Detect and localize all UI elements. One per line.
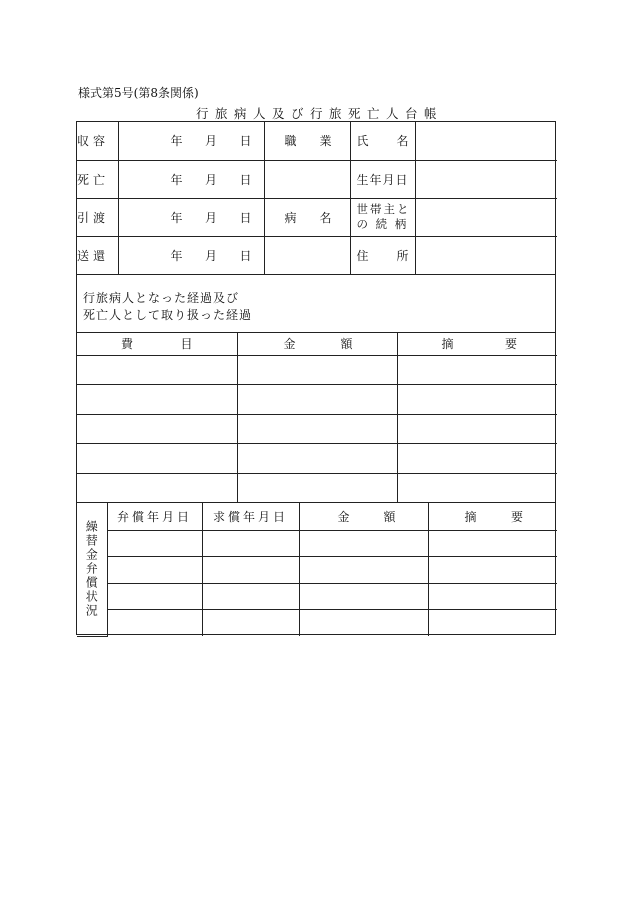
expense-table [77,333,557,503]
expense-remarks-h2: 要 [504,337,517,352]
course-line-2: 死亡人として取り扱った経過 [83,308,253,322]
name-label-2: 名 [396,134,409,149]
expense-remarks-cell[interactable] [397,355,557,385]
relationship-line-1: 世帯主と [356,202,411,216]
return-date[interactable] [118,236,264,274]
expense-item-cell[interactable] [77,444,237,474]
table-row [77,530,557,557]
expense-amount-cell[interactable] [237,355,397,385]
expense-remarks-cell[interactable] [397,444,557,474]
month-label: 月 [204,248,217,263]
reimbursement-side-label-cell [77,503,107,636]
expense-amount-cell[interactable] [237,414,397,444]
label-return: 送還 [77,236,118,274]
expense-remarks-cell[interactable] [397,385,557,415]
reimbursed-date-cell[interactable] [107,583,202,610]
table-row [77,355,557,385]
occupation-label-cell [264,122,350,160]
reimbursement-remarks-cell[interactable] [428,557,557,584]
basic-info-table [77,122,557,274]
expense-item-header [77,333,237,355]
claimed-date-cell[interactable] [202,557,299,584]
expense-amount-cell[interactable] [237,473,397,503]
claimed-date-cell[interactable] [202,583,299,610]
expense-amount-header [237,333,397,355]
table-row [77,583,557,610]
reimbursement-section [77,502,555,634]
reimbursed-date-cell[interactable] [107,530,202,557]
table-row [77,473,557,503]
ledger-sheet [76,121,556,635]
reimbursement-amount-cell[interactable] [299,610,428,637]
day-label: 日 [239,248,252,263]
birthdate-field[interactable] [415,160,557,198]
relationship-label [350,198,415,236]
reimbursement-remarks-cell[interactable] [428,610,557,637]
expense-remarks-header [397,333,557,355]
address-label: 住 [356,248,369,263]
reimbursement-side-label: 繰替金弁償状況 [84,520,99,619]
year-label: 年 [170,134,183,149]
form-number: 様式第5号(第8条関係) [78,86,199,100]
occupation-field[interactable] [264,160,350,198]
name-field[interactable] [415,122,557,160]
row-death [77,160,557,198]
reimbursed-date-cell[interactable] [107,557,202,584]
reimbursement-amount-h2: 額 [383,509,396,524]
basic-info-section [77,122,555,274]
claimed-date-cell[interactable] [202,610,299,637]
reimbursement-remarks-h2: 要 [510,509,523,524]
claimed-date-cell[interactable] [202,530,299,557]
reimbursement-table [77,503,557,637]
table-row [77,414,557,444]
expense-section [77,332,555,502]
year-label: 年 [170,210,183,225]
table-row [77,610,557,637]
table-row [77,557,557,584]
row-return [77,236,557,274]
expense-item-cell[interactable] [77,414,237,444]
address-label-2: 所 [396,248,409,263]
month-label: 月 [204,210,217,225]
name-label: 氏 [356,134,369,149]
relationship-field[interactable] [415,198,557,236]
death-date[interactable] [118,160,264,198]
label-handover: 引渡 [77,198,118,236]
reimbursement-amount-cell[interactable] [299,583,428,610]
row-handover [77,198,557,236]
expense-amount-cell[interactable] [237,385,397,415]
year-label: 年 [170,248,183,263]
day-label: 日 [239,210,252,225]
occupation-label: 職 [284,134,297,149]
admission-date[interactable] [118,122,264,160]
claimed-date-header: 求償年月日 [202,503,299,530]
occupation-label-2: 業 [319,134,332,149]
reimbursement-remarks-cell[interactable] [428,583,557,610]
row-admission [77,122,557,160]
relationship-line-2: の 続 柄 [356,217,409,231]
year-label: 年 [170,172,183,187]
expense-amount-cell[interactable] [237,444,397,474]
table-row [77,444,557,474]
expense-remarks-cell[interactable] [397,414,557,444]
course-line-1: 行旅病人となった経過及び [83,291,240,305]
reimbursement-header-row [77,503,557,530]
reimbursement-amount-header [299,503,428,530]
expense-item-cell[interactable] [77,473,237,503]
reimbursement-remarks-header [428,503,557,530]
address-label-cell [350,236,415,274]
month-label: 月 [204,172,217,187]
address-field[interactable] [415,236,557,274]
expense-item-h2: 目 [180,337,193,352]
name-label-cell [350,122,415,160]
expense-remarks-cell[interactable] [397,473,557,503]
disease-field[interactable] [264,236,350,274]
disease-label: 病 [284,210,297,225]
expense-amount-h2: 額 [340,337,353,352]
reimbursement-amount-cell[interactable] [299,557,428,584]
expense-remarks-h1: 摘 [441,337,454,352]
reimbursed-date-header: 弁償年月日 [107,503,202,530]
reimbursed-date-cell[interactable] [107,610,202,637]
course-section[interactable] [77,274,555,332]
expense-item-cell[interactable] [77,385,237,415]
expense-header-row [77,333,557,355]
label-admission: 収容 [77,122,118,160]
reimbursement-amount-h1: 金 [337,509,350,524]
birthdate-label: 生年月日 [350,160,415,198]
label-death: 死亡 [77,160,118,198]
reimbursement-amount-cell[interactable] [299,530,428,557]
page-title: 行旅病人及び行旅死亡人台帳 [196,106,444,121]
course-label [77,275,555,324]
table-row [77,385,557,415]
handover-date[interactable] [118,198,264,236]
reimbursement-remarks-cell[interactable] [428,530,557,557]
expense-item-h1: 費 [121,337,134,352]
day-label: 日 [239,134,252,149]
reimbursement-remarks-h1: 摘 [464,509,477,524]
expense-amount-h1: 金 [283,337,296,352]
disease-label-2: 名 [319,210,332,225]
day-label: 日 [239,172,252,187]
month-label: 月 [204,134,217,149]
disease-label-cell [264,198,350,236]
expense-item-cell[interactable] [77,355,237,385]
